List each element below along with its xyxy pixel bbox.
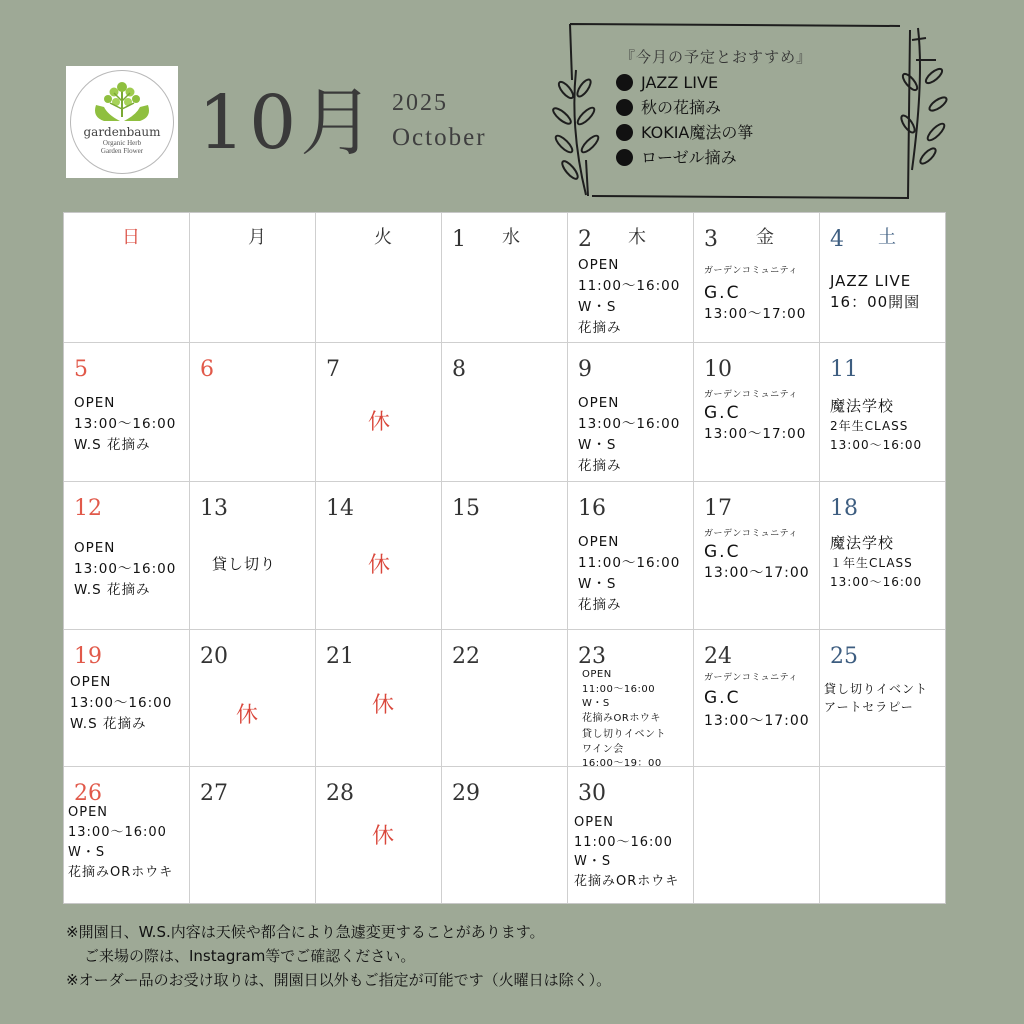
month-title: 10月: [198, 80, 379, 166]
event-details: OPEN 13:00〜16:00 W.S 花摘み: [70, 674, 173, 732]
day-number: 28: [326, 781, 354, 806]
calendar-cell-day-6: [190, 343, 316, 482]
calendar-cell: [64, 213, 190, 343]
calendar-cell-day-21: [316, 630, 442, 767]
plans-title: 『今月の予定とおすすめ』: [620, 48, 813, 66]
day-number: 21: [326, 644, 354, 669]
calendar-cell-day-25: [820, 630, 945, 767]
weekday-wednesday: 水: [502, 227, 520, 248]
day-number: 15: [452, 496, 480, 521]
calendar-cell-day-16: [568, 482, 694, 630]
closed-mark: 休: [368, 410, 391, 435]
calendar-cell-day-19: [64, 630, 190, 767]
calendar-cell-day-28: [316, 767, 442, 903]
day-number: 13: [200, 496, 228, 521]
weekday-monday: 月: [248, 227, 266, 248]
closed-mark: 休: [236, 703, 259, 728]
event-details: OPEN 11:00〜16:00 W・S 花摘み: [578, 257, 681, 336]
day-number: 22: [452, 644, 480, 669]
year: 2025: [392, 90, 448, 116]
day-number: 11: [830, 357, 858, 382]
calendar-cell-day-5: [64, 343, 190, 482]
day-number: 1: [452, 227, 466, 252]
day-number: 12: [74, 496, 102, 521]
calendar-grid: [63, 212, 946, 904]
calendar-cell-day-7: [316, 343, 442, 482]
herb-hands-icon: [90, 79, 154, 123]
calendar-cell-day-4: [820, 213, 945, 343]
event-details: ガーデンコミュニティ G.C 13:00〜17:00: [704, 390, 807, 442]
event-details: OPEN 11:00〜16:00 W・S 花摘みORホウキ: [574, 815, 680, 889]
day-number: 5: [74, 357, 88, 382]
day-number: 2: [578, 227, 592, 252]
calendar-cell-day-8: [442, 343, 568, 482]
event-details: ガーデンコミュニティ G.C 13:00〜17:00: [704, 529, 810, 581]
day-number: 27: [200, 781, 228, 806]
calendar-cell-day-27: [190, 767, 316, 903]
calendar-cell-day-23: [568, 630, 694, 767]
event-details: ガーデンコミュニティ G.C 13:00〜17:00: [704, 673, 810, 729]
calendar-cell-day-20: [190, 630, 316, 767]
logo-subtitle-2: Garden Flower: [100, 147, 144, 155]
logo-subtitle-1: Organic Herb: [102, 139, 142, 147]
day-number: 10: [704, 357, 732, 382]
plan-item: KOKIA魔法の箏: [616, 120, 896, 145]
note-line: ご来場の際は、Instagram等でご確認ください。: [84, 947, 416, 965]
weekday-saturday: 土: [878, 227, 896, 248]
bullet-icon: [616, 74, 633, 91]
calendar-cell-day-11: [820, 343, 945, 482]
calendar-cell-day-1: [442, 213, 568, 343]
day-number: 20: [200, 644, 228, 669]
day-number: 4: [830, 227, 844, 252]
calendar-cell-day-13: [190, 482, 316, 630]
closed-mark: 休: [372, 693, 395, 718]
event-details: 貸し切りイベント アートセラピー: [824, 682, 929, 714]
event-details: 魔法学校 １年生CLASS 13:00〜16:00: [830, 534, 923, 589]
plan-item: JAZZ LIVE: [616, 70, 896, 95]
day-number: 8: [452, 357, 466, 382]
closed-mark: 休: [372, 824, 395, 849]
logo: [66, 66, 178, 178]
calendar-cell-day-15: [442, 482, 568, 630]
weekday-tuesday: 火: [374, 227, 392, 248]
monthly-plans: [616, 45, 896, 170]
bullet-icon: [616, 124, 633, 141]
weekday-thursday: 木: [628, 227, 646, 248]
footer-notes: [66, 920, 611, 992]
day-number: 26: [74, 781, 102, 806]
day-number: 9: [578, 357, 592, 382]
event-details: OPEN 11:00〜16:00 W・S 花摘みORホウキ 貸し切りイベント ワイン会 16:00〜19：00: [582, 669, 666, 767]
day-number: 29: [452, 781, 480, 806]
day-number: 23: [578, 644, 606, 669]
event-details: OPEN 13:00〜16:00 W.S 花摘み: [74, 395, 177, 453]
plan-item: ローゼル摘み: [616, 145, 896, 170]
event-details: 魔法学校 2年生CLASS 13:00〜16:00: [830, 397, 923, 452]
calendar-cell-day-10: [694, 343, 820, 482]
day-number: 17: [704, 496, 732, 521]
calendar-cell-day-14: [316, 482, 442, 630]
logo-badge: [70, 70, 174, 174]
calendar-cell-day-2: [568, 213, 694, 343]
day-number: 25: [830, 644, 858, 669]
bullet-icon: [616, 99, 633, 116]
month-english: October: [392, 124, 487, 151]
calendar-cell-day-22: [442, 630, 568, 767]
event-details: ガーデンコミュニティ G.C 13:00〜17:00: [704, 266, 807, 322]
day-number: 7: [326, 357, 340, 382]
day-number: 16: [578, 496, 606, 521]
closed-mark: 休: [368, 553, 391, 578]
event-details: OPEN 13:00〜16:00 W・S 花摘みORホウキ: [68, 805, 174, 880]
calendar-cell-day-12: [64, 482, 190, 630]
event-details: JAZZ LIVE 16：00開園: [830, 272, 921, 311]
calendar-cell-empty: [820, 767, 945, 903]
calendar-cell-day-9: [568, 343, 694, 482]
weekday-sunday: 日: [122, 227, 140, 248]
event-details: OPEN 11:00〜16:00 W・S 花摘み: [578, 534, 681, 613]
logo-name: gardenbaum: [83, 125, 161, 139]
calendar-cell: [190, 213, 316, 343]
calendar-cell-day-17: [694, 482, 820, 630]
day-number: 14: [326, 496, 354, 521]
calendar-cell-day-26: [64, 767, 190, 903]
calendar-cell-day-3: [694, 213, 820, 343]
day-number: 24: [704, 644, 732, 669]
plan-item: 秋の花摘み: [616, 95, 896, 120]
calendar-cell-day-24: [694, 630, 820, 767]
day-number: 19: [74, 644, 102, 669]
calendar-cell-day-18: [820, 482, 945, 630]
weekday-friday: 金: [756, 227, 774, 248]
event-details: 貸し切り: [212, 555, 277, 573]
calendar-cell-day-30: [568, 767, 694, 903]
note-line: ※オーダー品のお受け取りは、開園日以外もご指定が可能です（火曜日は除く）。: [66, 971, 612, 989]
bullet-icon: [616, 149, 633, 166]
calendar-cell: [316, 213, 442, 343]
event-details: OPEN 13:00〜16:00 W.S 花摘み: [74, 540, 177, 598]
day-number: 3: [704, 227, 718, 252]
calendar-cell-empty: [694, 767, 820, 903]
day-number: 18: [830, 496, 858, 521]
day-number: 30: [578, 781, 606, 806]
event-details: OPEN 13:00〜16:00 W・S 花摘み: [578, 395, 681, 474]
calendar-cell-day-29: [442, 767, 568, 903]
note-line: ※開園日、W.S.内容は天候や都合により急遽変更することがあります。: [66, 923, 545, 941]
day-number: 6: [200, 357, 214, 382]
